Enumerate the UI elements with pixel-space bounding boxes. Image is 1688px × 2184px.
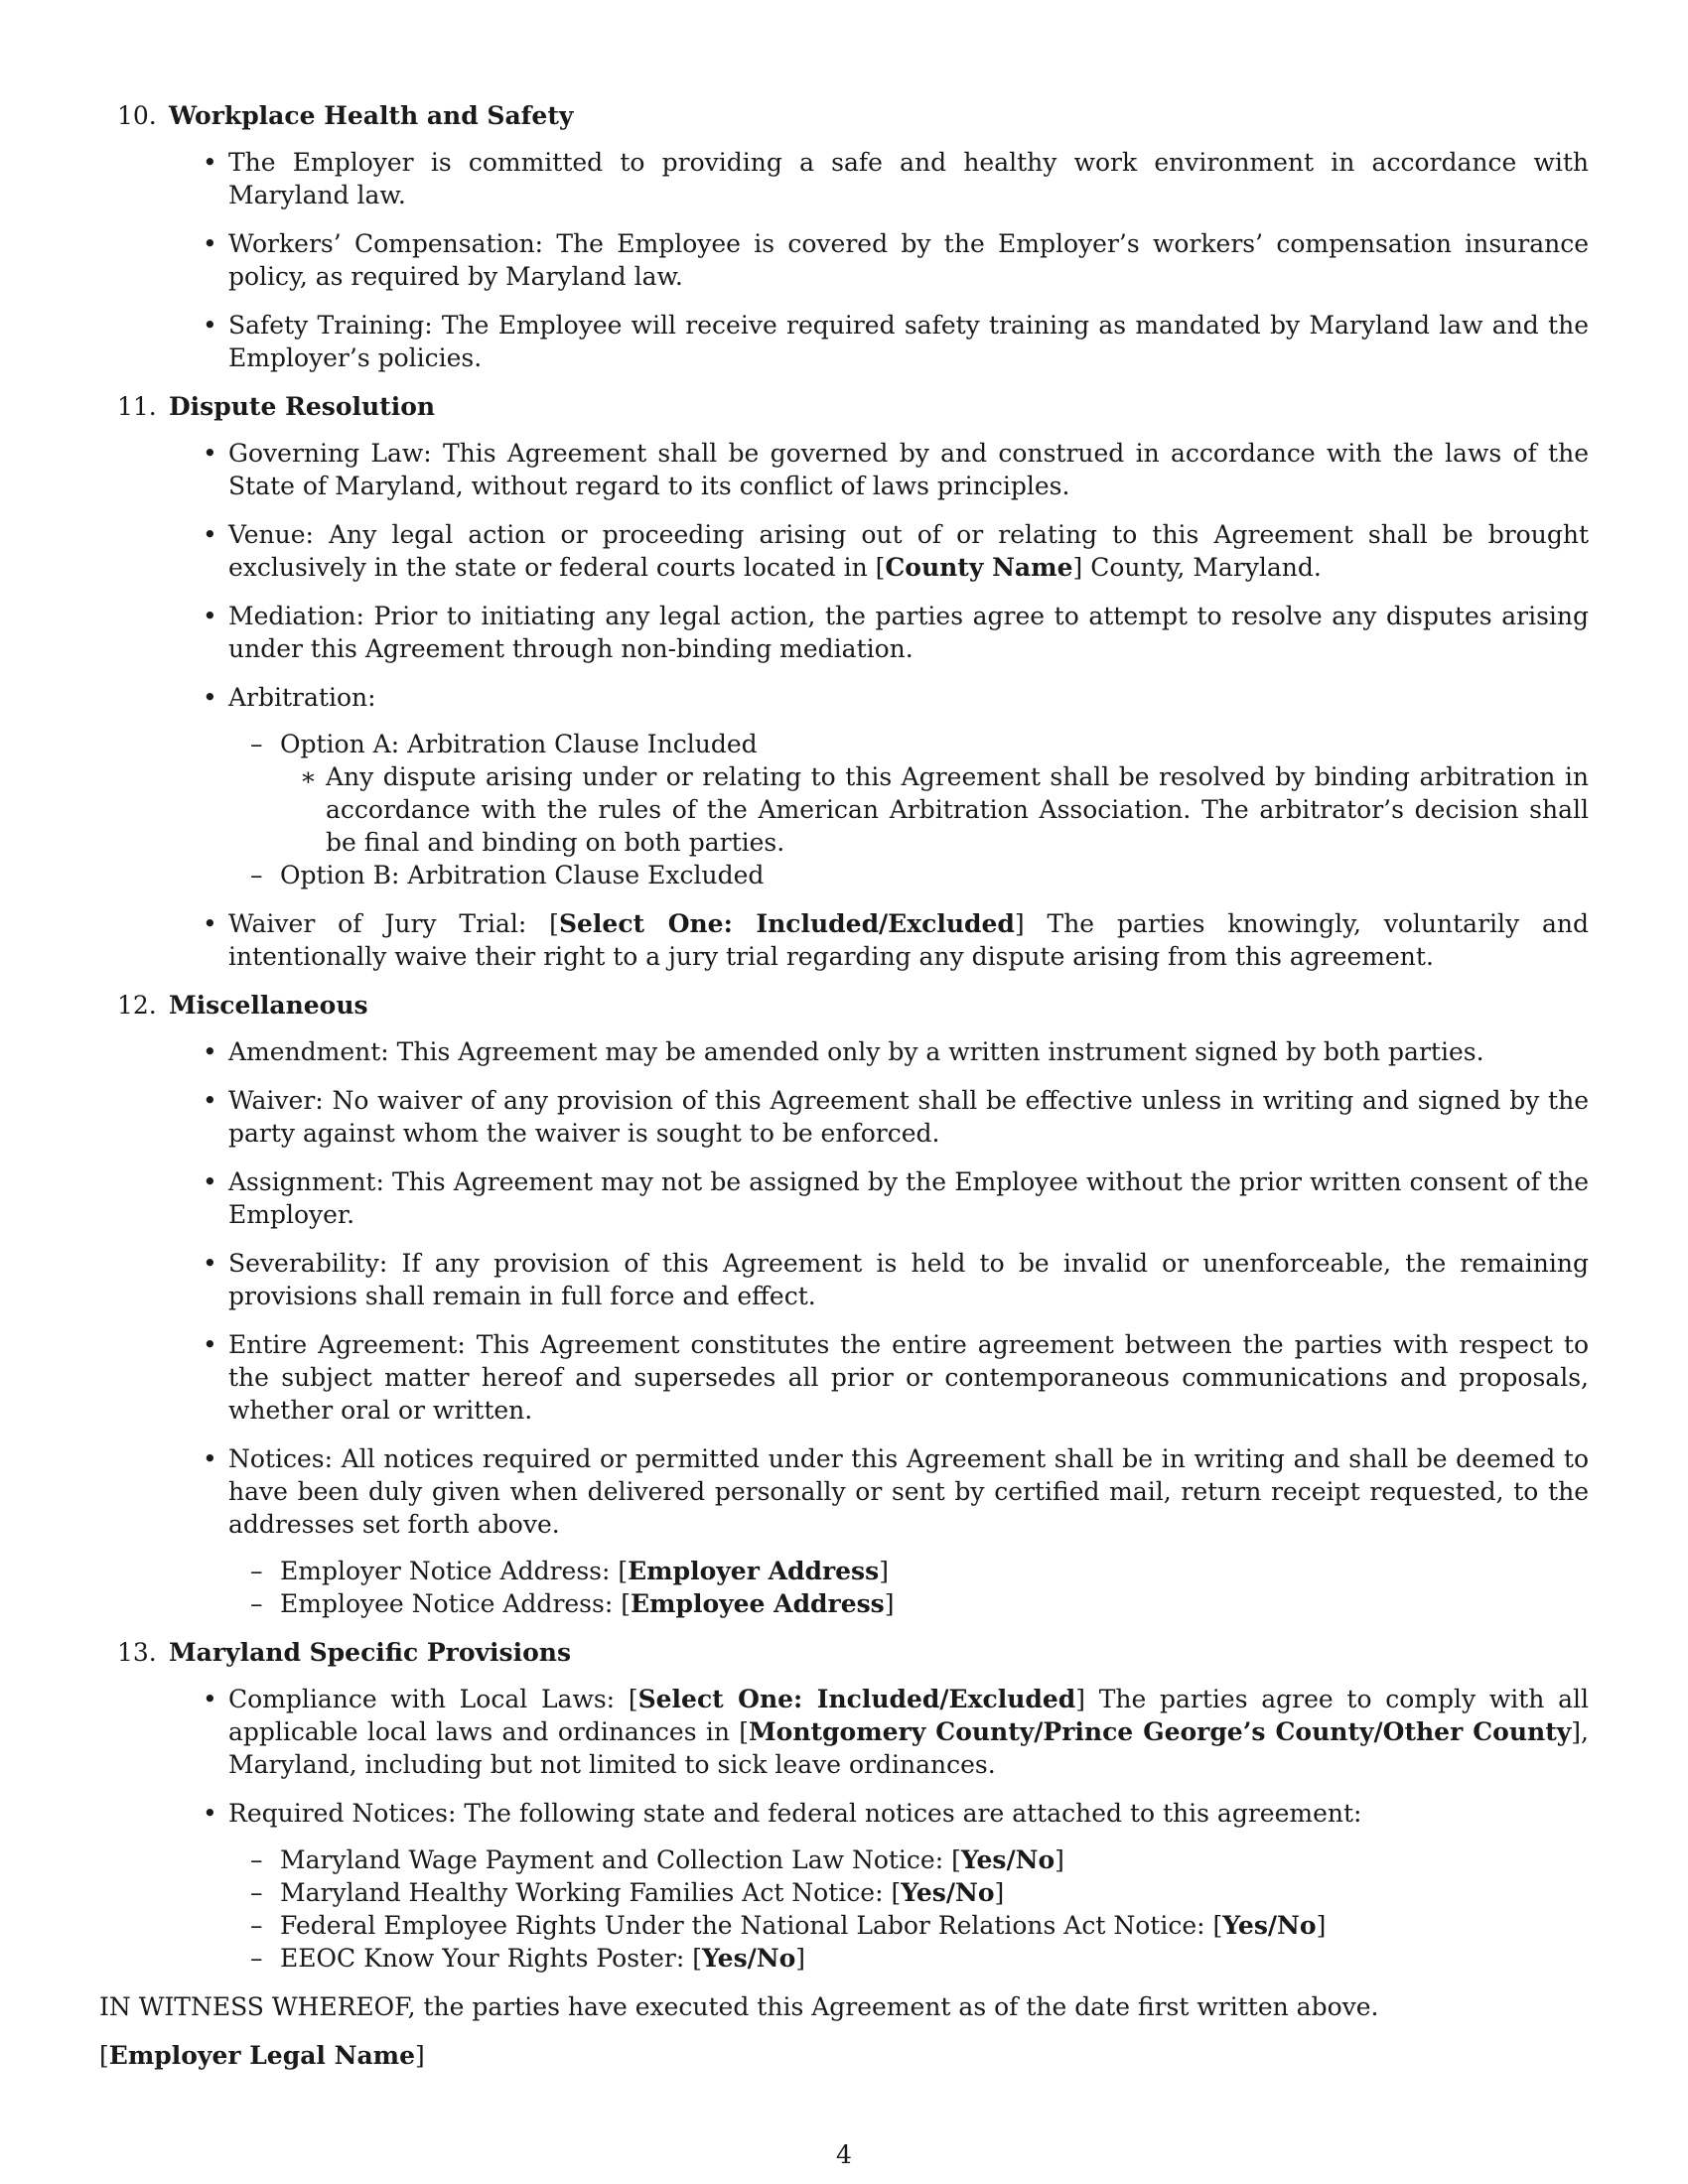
- bullet-item-venue: [228, 518, 1589, 584]
- bullet-item: • Safety Training: The Employee will receive required safety training as mandated by Maryland law and the Employer’s policies.: [228, 309, 1589, 374]
- required-notice-item: [280, 1876, 1589, 1909]
- bullet-item-required-notices: [228, 1797, 1589, 1975]
- text: ], Maryland, including but not limited to sick leave ordinances.: [228, 1717, 1589, 1779]
- bullet-item: • Governing Law: This Agreement shall be governed by and construed in accordance with the laws of the State of Maryland, without regard to its conflict of laws principles.: [228, 437, 1589, 502]
- text: Employer Notice Address: [: [280, 1557, 629, 1585]
- placeholder-field: Employer Address: [628, 1557, 880, 1585]
- text: EEOC Know Your Rights Poster: [: [280, 1944, 702, 1973]
- section-title: Dispute Resolution: [169, 392, 436, 421]
- bullet-item-local-laws: [228, 1683, 1589, 1781]
- required-notice-list: [228, 1843, 1589, 1975]
- required-notice-item: [280, 1909, 1589, 1942]
- option-detail: ∗ Any dispute arising under or relating to this Agreement shall be resolved by binding arbitration in accordance with the rules of the American Arbitration Association. The arbitrator’s decision shall be final and binding on both parties.: [326, 760, 1589, 859]
- bullet-item: • Amendment: This Agreement may be amended only by a written instrument signed by both parties.: [228, 1035, 1589, 1068]
- document-body: [99, 99, 1589, 2072]
- section-heading: [99, 390, 1589, 423]
- text: ]: [884, 1589, 895, 1618]
- page-number: 4: [836, 2140, 852, 2169]
- bullet-item: • Assignment: This Agreement may not be assigned by the Employee without the prior written consent of the Employer.: [228, 1165, 1589, 1231]
- section-number: 10.: [117, 101, 157, 130]
- text: Compliance with Local Laws: [: [228, 1685, 638, 1713]
- placeholder-field: Montgomery County/Prince George’s County/Other County: [748, 1717, 1572, 1746]
- option-detail-list: [280, 760, 1589, 859]
- section-number: 12.: [117, 991, 157, 1020]
- text: [: [99, 2041, 109, 2070]
- text: ] County, Maryland.: [1072, 553, 1322, 582]
- text: ]: [795, 1944, 806, 1973]
- section-10: [99, 99, 1589, 374]
- placeholder-field: Select One: Included/Excluded: [558, 909, 1015, 938]
- bullet-list: [99, 1683, 1589, 1975]
- section-title: Workplace Health and Safety: [169, 101, 574, 130]
- option-item: [280, 728, 1589, 859]
- text: ]: [879, 1557, 889, 1585]
- bullet-list: [99, 146, 1589, 374]
- bullet-item: • Severability: If any provision of this Agreement is held to be invalid or unenforceable, the remaining provisions shall remain in full force and effect.: [228, 1247, 1589, 1312]
- section-13: [99, 1636, 1589, 1975]
- section-number: 13.: [117, 1638, 157, 1667]
- option-label: Option A: Arbitration Clause Included: [280, 730, 758, 758]
- section-heading: [99, 1636, 1589, 1669]
- section-title: Miscellaneous: [169, 991, 368, 1020]
- placeholder-field: Yes/No: [901, 1878, 995, 1907]
- text: Venue: Any legal action or proceeding arising out of or relating to this Agreement shall be brought exclusively in the state or federal courts located in [: [228, 520, 1589, 582]
- bullet-item: • Workers’ Compensation: The Employee is covered by the Employer’s workers’ compensation insurance policy, as required by Maryland law.: [228, 227, 1589, 293]
- placeholder-field: Employee Address: [630, 1589, 885, 1618]
- bullet-item: • Mediation: Prior to initiating any legal action, the parties agree to attempt to resolve any disputes arising under this Agreement through non-binding mediation.: [228, 600, 1589, 665]
- section-heading: [99, 989, 1589, 1022]
- text: ] The parties agree to comply with all applicable local laws and ordinances in [: [228, 1685, 1590, 1746]
- signature-party-name: [99, 2039, 1589, 2072]
- bullet-list: [99, 437, 1589, 973]
- required-notice-item: [280, 1843, 1589, 1876]
- notice-address-item: [280, 1587, 1589, 1620]
- notice-address-item: [280, 1555, 1589, 1587]
- text: ]: [994, 1878, 1005, 1907]
- text: ] The parties knowingly, voluntarily and intentionally waive their right to a jury trial regarding any dispute arising from this agreement.: [228, 909, 1590, 971]
- placeholder-field: Yes/No: [960, 1845, 1055, 1874]
- placeholder-field: Employer Legal Name: [108, 2041, 416, 2070]
- bullet-item: • Entire Agreement: This Agreement constitutes the entire agreement between the parties with respect to the subject matter hereof and supersedes all prior or contemporaneous communications and proposals, whether oral or written.: [228, 1328, 1589, 1427]
- bullet-item-notices: [228, 1442, 1589, 1620]
- placeholder-field: County Name: [885, 553, 1073, 582]
- bullet-item-jury-waiver: [228, 907, 1589, 973]
- placeholder-field: Yes/No: [701, 1944, 796, 1973]
- section-12: [99, 989, 1589, 1620]
- required-notice-item: [280, 1942, 1589, 1975]
- bullet-item: • Waiver: No waiver of any provision of this Agreement shall be effective unless in writing and signed by the party against whom the waiver is sought to be enforced.: [228, 1084, 1589, 1150]
- text: Maryland Healthy Working Families Act Notice: [: [280, 1878, 902, 1907]
- section-number: 11.: [117, 392, 157, 421]
- bullet-item-arbitration: [228, 681, 1589, 891]
- section-title: Maryland Specific Provisions: [169, 1638, 572, 1667]
- text: Maryland Wage Payment and Collection Law Notice: [: [280, 1845, 961, 1874]
- notice-address-list: [228, 1555, 1589, 1620]
- option-item: – Option B: Arbitration Clause Excluded: [280, 859, 1589, 891]
- bullet-list: [99, 1035, 1589, 1620]
- text: Employee Notice Address: [: [280, 1589, 631, 1618]
- text: ]: [415, 2041, 425, 2070]
- text: Federal Employee Rights Under the National Labor Relations Act Notice: [: [280, 1911, 1223, 1940]
- section-heading: [99, 99, 1589, 132]
- section-11: [99, 390, 1589, 973]
- placeholder-field: Yes/No: [1222, 1911, 1317, 1940]
- option-list: [228, 728, 1589, 891]
- bullet-item: • The Employer is committed to providing a safe and healthy work environment in accordance with Maryland law.: [228, 146, 1589, 211]
- text: Notices: All notices required or permitted under this Agreement shall be in writing and shall be deemed to have been duly given when delivered personally or sent by certified mail, return receipt requested, to the addresses set forth above.: [228, 1444, 1589, 1539]
- text: Waiver of Jury Trial: [: [228, 909, 559, 938]
- text: Arbitration:: [228, 683, 376, 712]
- text: ]: [1316, 1911, 1327, 1940]
- witness-clause: IN WITNESS WHEREOF, the parties have executed this Agreement as of the date first written above.: [99, 1992, 1379, 2021]
- placeholder-field: Select One: Included/Excluded: [637, 1685, 1076, 1713]
- text: Required Notices: The following state and federal notices are attached to this agreement:: [228, 1799, 1362, 1828]
- text: ]: [1055, 1845, 1064, 1874]
